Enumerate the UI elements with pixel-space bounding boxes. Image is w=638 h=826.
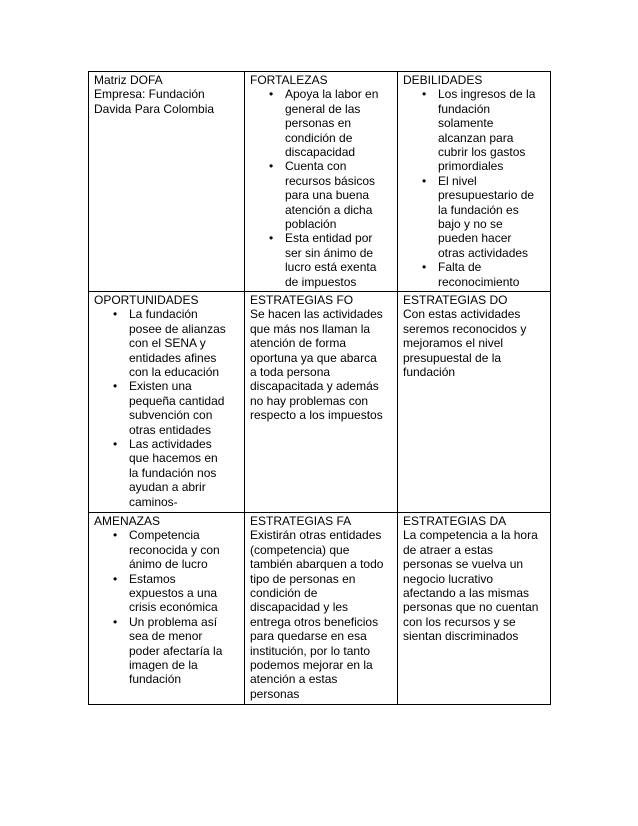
item-line: expuestos a una	[129, 586, 218, 601]
item-line: • Competencia	[129, 528, 200, 543]
item-line: cubrir los gastos	[438, 145, 526, 160]
estrategias-fo-heading: ESTRATEGIAS FO	[250, 293, 354, 307]
fa-line: condición de	[250, 586, 318, 601]
da-line: personas que no cuentan	[403, 600, 539, 615]
item-line: de impuestos	[285, 274, 357, 289]
fo-line: no hay problemas con	[250, 393, 369, 408]
list-item	[285, 231, 392, 289]
fa-line: Existirán otras entidades	[250, 528, 382, 543]
item-line: personas en	[285, 116, 352, 131]
item-line: • El nivel	[438, 173, 477, 188]
company-line-1: Empresa: Fundación	[94, 87, 205, 102]
oportunidades-cell	[89, 292, 245, 513]
estrategias-do-heading: ESTRATEGIAS DO	[403, 293, 508, 307]
estrategias-fo-cell	[245, 292, 398, 513]
item-line: • Existen una	[129, 379, 192, 394]
fortalezas-heading: FORTALEZAS	[250, 73, 328, 87]
da-line: sientan discriminados	[403, 629, 519, 644]
fortalezas-list	[250, 87, 392, 289]
da-line: con los recursos y se	[403, 614, 516, 629]
item-line: solamente	[438, 116, 494, 131]
item-line: sea de menor	[129, 629, 203, 644]
item-line: para una buena	[285, 188, 370, 203]
fo-line: respecto a los impuestos	[250, 408, 383, 423]
item-line: recursos básicos	[285, 173, 376, 188]
item-line: imagen de la	[129, 658, 198, 673]
debilidades-heading: DEBILIDADES	[403, 73, 483, 87]
do-line: Con estas actividades	[403, 307, 521, 322]
item-line: la fundación es	[438, 202, 519, 217]
item-line: que hacemos en	[129, 451, 218, 466]
item-line: poder afectaría la	[129, 643, 223, 658]
item-line: entidades afines	[129, 350, 217, 365]
da-line: de atraer a estas	[403, 542, 494, 557]
fortalezas-cell	[245, 72, 398, 292]
item-line: • Los ingresos de la	[438, 87, 536, 102]
fa-line: podemos mejorar en la	[250, 658, 373, 673]
list-item	[129, 528, 239, 571]
item-line: • La fundación	[129, 307, 198, 322]
fo-line: atención de forma	[250, 336, 347, 351]
fa-line: entrega otros beneficios	[250, 614, 379, 629]
oportunidades-list	[94, 307, 239, 509]
list-item	[129, 437, 239, 509]
item-line: alcanzan para	[438, 130, 514, 145]
item-line: fundación	[438, 101, 491, 116]
fa-line: (competencia) que	[250, 542, 350, 557]
fa-line: tipo de personas en	[250, 571, 356, 586]
item-line: fundación	[129, 672, 182, 687]
estrategias-da-cell	[398, 513, 551, 705]
list-item	[129, 379, 239, 437]
da-line: afectando a las mismas	[403, 586, 530, 601]
table-row	[89, 292, 551, 513]
item-line: con la educación	[129, 365, 220, 380]
item-line: • Cuenta con	[285, 159, 347, 174]
list-item	[438, 87, 545, 173]
do-line: presupuestal de la	[403, 350, 502, 365]
estrategias-do-cell	[398, 292, 551, 513]
item-line: subvención con	[129, 408, 213, 423]
debilidades-cell	[398, 72, 551, 292]
fa-line: atención a estas	[250, 672, 338, 687]
item-line: crisis económica	[129, 600, 218, 615]
dofa-matrix-table	[88, 71, 551, 705]
item-line: otras entidades	[129, 422, 212, 437]
do-line: fundación	[403, 365, 456, 380]
table-row	[89, 72, 551, 292]
item-line: reconocida y con	[129, 542, 220, 557]
fo-line: que más nos llaman la	[250, 321, 371, 336]
item-line: general de las	[285, 101, 361, 116]
item-line: ayudan a abrir	[129, 480, 206, 495]
fa-line: para quedarse en esa	[250, 629, 367, 644]
list-item	[129, 307, 239, 379]
item-line: con el SENA y	[129, 336, 206, 351]
item-line: la fundación nos	[129, 465, 217, 480]
item-line: posee de alianzas	[129, 321, 226, 336]
list-item	[129, 572, 239, 615]
do-line: mejoramos el nivel	[403, 336, 504, 351]
fa-line: personas	[250, 686, 300, 701]
item-line: discapacidad	[285, 145, 356, 160]
item-line: otras actividades	[438, 245, 529, 260]
list-item	[129, 615, 239, 687]
item-line: • Falta de	[438, 260, 482, 275]
fo-line: Se hacen las actividades	[250, 307, 383, 322]
item-line: bajo y no se	[438, 217, 503, 232]
estrategias-fa-heading: ESTRATEGIAS FA	[250, 514, 352, 528]
da-line: negocio lucrativo	[403, 571, 494, 586]
item-line: • Esta entidad por	[285, 231, 373, 246]
item-line: condición de	[285, 130, 353, 145]
amenazas-list	[94, 528, 239, 686]
item-line: • Las actividades	[129, 437, 212, 452]
da-line: personas se vuelva un	[403, 557, 524, 572]
item-line: reconocimiento	[438, 274, 520, 289]
list-item	[285, 87, 392, 159]
item-line: caminos-	[129, 494, 178, 509]
company-line-2: Davida Para Colombia	[94, 101, 215, 116]
list-item	[285, 159, 392, 231]
fa-line: discapacidad y les	[250, 600, 349, 615]
debilidades-list	[403, 87, 545, 289]
matrix-title-line: Matriz DOFA	[94, 73, 163, 87]
item-line: • Un problema así	[129, 614, 218, 629]
item-line: • Apoya la labor en	[285, 87, 379, 102]
do-line: seremos reconocidos y	[403, 321, 527, 336]
amenazas-cell	[89, 513, 245, 705]
estrategias-da-heading: ESTRATEGIAS DA	[403, 514, 507, 528]
amenazas-heading: AMENAZAS	[94, 514, 161, 528]
item-line: ánimo de lucro	[129, 557, 208, 572]
item-line: población	[285, 217, 337, 232]
item-line: pequeña cantidad	[129, 393, 225, 408]
item-line: primordiales	[438, 159, 504, 174]
fa-line: también abarquen a todo	[250, 557, 384, 572]
list-item	[438, 174, 545, 260]
da-line: La competencia a la hora	[403, 528, 538, 543]
matrix-title-cell	[89, 72, 245, 292]
fo-line: oportuna ya que abarca	[250, 350, 377, 365]
fa-line: institución, por lo tanto	[250, 643, 371, 658]
item-line: ser sin ánimo de	[285, 245, 374, 260]
estrategias-fa-cell	[245, 513, 398, 705]
item-line: • Estamos	[129, 571, 176, 586]
item-line: atención a dicha	[285, 202, 373, 217]
table-row	[89, 513, 551, 705]
item-line: pueden hacer	[438, 231, 512, 246]
fo-line: a toda persona	[250, 365, 331, 380]
fo-line: discapacitada y además	[250, 379, 379, 394]
list-item	[438, 260, 545, 289]
item-line: presupuestario de	[438, 188, 535, 203]
oportunidades-heading: OPORTUNIDADES	[94, 293, 199, 307]
item-line: lucro está exenta	[285, 260, 377, 275]
